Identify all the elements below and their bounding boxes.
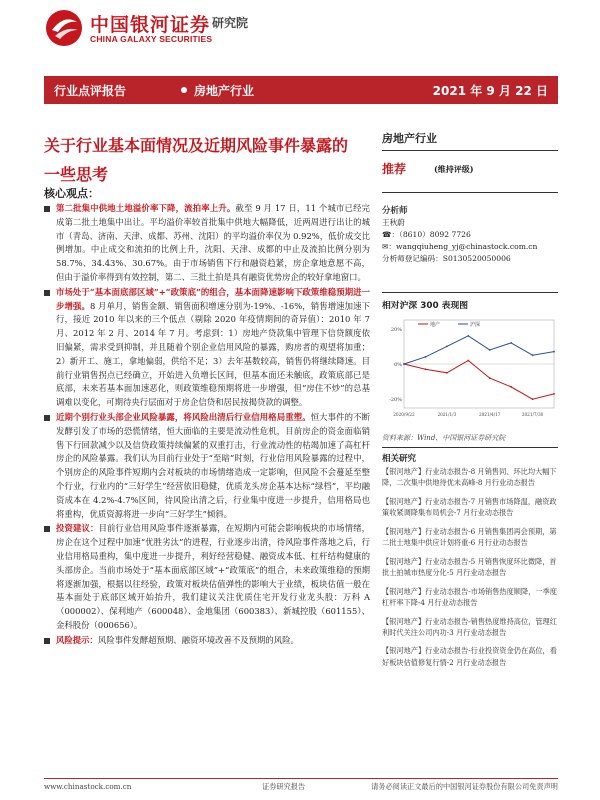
analyst-cert: 分析师登记编码：S0130520050006 — [382, 254, 511, 263]
sidebar-divider — [382, 192, 558, 193]
brand-logo — [44, 8, 344, 48]
series-point-0 — [510, 386, 512, 388]
sidebar-divider — [382, 447, 558, 448]
paragraph-land-supply — [44, 202, 370, 285]
title-line-1: 关于行业基本面情况及近期风险事件暴露的 — [44, 136, 349, 155]
relative-performance-chart — [382, 314, 558, 430]
x-tick-label: 2020/9/22 — [393, 412, 415, 417]
paragraph-lead: 风险提示： — [56, 634, 98, 645]
paragraph-text: 截至 9 月 17 日，11 个城市已经完成第二批土地集中出让。平均溢价率较首批集中供地大幅降低，近两周进行出让的城市（青岛、济南、天津、成都、苏州、沈阳）的平均溢价率仅为 0.92%，低价成交比例增加。中止成交和流拍的比例上升，沈阳、天津、成都的中止及流拍比例分别为 58.7%、34.43%、30.67%。由于市场销售下行和融资趋紧，房企拿地意愿不高，但由于溢价率得到有效控制，第二、三批土拍是具有融资优势房企的较好拿地窗口。 — [56, 203, 371, 282]
related-research-title: 相关研究 — [382, 454, 417, 464]
bullet-icon — [44, 415, 50, 421]
brand-name-en: CHINA GALAXY SECURITIES — [90, 34, 213, 44]
series-point-1 — [489, 349, 491, 351]
footer-divider — [44, 778, 558, 779]
related-research-item[interactable]: 【银河地产】行业动态报告-7 月销售市场降温，融资政策收紧调降集布局机会-7 月行业动态报告 — [382, 496, 557, 518]
footer-disclaimer: 请务必阅读正文最后的中国银河证券股份有限公司免责声明 — [371, 782, 558, 791]
series-point-0 — [532, 398, 534, 400]
footer-center: 证券研究报告 — [262, 782, 306, 791]
series-point-1 — [467, 335, 469, 337]
series-point-0 — [425, 368, 427, 370]
related-research-item[interactable]: 【银河地产】行业动态报告-市场销售热度顺降，一季度杠杆率下降-4 月行业动态报告 — [382, 586, 557, 607]
paragraph-policy-bottom — [44, 286, 370, 410]
related-research-list — [382, 466, 558, 675]
x-tick-label: 2021/7/30 — [521, 412, 544, 417]
recommendation-label: 推荐 — [382, 162, 407, 176]
bullet-icon — [44, 638, 50, 644]
related-research-item[interactable]: 【银河地产】行业动态报告-6 月销售集团再会预期，第二批土地集中供应计划将重-6 月行业动态报告 — [382, 526, 557, 548]
paragraph-lead: 近期个别行业头部企业风险暴露，将风险出清后行业信用格局重塑。 — [56, 411, 311, 422]
paragraph-lead: 第二批集中供地土地溢价率下降，流拍率上升。 — [56, 203, 236, 213]
related-research-item[interactable]: 【银河地产】行业动态报告-行业投资资金仍在高位，看好板块估值修复行情-2 月行业动态报告 — [382, 646, 557, 667]
series-point-1 — [553, 351, 555, 353]
legend-label: 地产 — [430, 322, 441, 328]
bullet-icon — [44, 526, 50, 532]
sidebar-divider — [382, 150, 558, 151]
series-point-0 — [553, 393, 555, 395]
series-line-1 — [404, 336, 554, 364]
x-tick-label: 2021/1/3 — [437, 412, 457, 417]
paragraph-text: 目前行业信用风险事件逐渐暴露，在短期内可能会影响板块的市场情绪，房企在这个过程中加速“优胜劣汰”的进程，行业逐步出清，待风险事件落地之后，行业信用格局重构，集中度进一步提升，利好经营稳健、融资成本低、杠杆结构健康的头部房企。当前市场处于“基本面底部区域”+“政策底”的组合，未来政策维稳的预期将逐渐加强，根据以往经验，政策对板块估值弹性的影响大于业绩，板块估值一般在基本面处于底部区域开始抬升，我们建议关注优质住宅开发行业龙头股：万科 A（000002）、保利地产（600048）、金地集团（600383）、新城控股（601155）、金科股份（000656）。 — [56, 523, 371, 630]
paragraph-text: 8 月单月，销售金额、销售面积增速分别为-19%、-16%，销售增速加速下行，接近 2010 年以来的三个低点（剔除 2020 年疫情期间的奇异值）：2010 年 7 月、2012 年 2 月、2014 年 7 月。考虑到：1）房地产贷款集中管理下信贷额度依旧偏紧，需求受到抑制，并且随着个别企业信用风险的暴露，购房者的观望将加重；2）新开工、施工，拿地偏弱，供给不足；3）去年基数较高，销售仍将继续降速。目前行业销售拐点已经确立，开始进入负增长区间，但基本面还未触底，政策底部已是底部，未来若基本面加速恶化，则政策维稳预期将进一步增强，但“房住不炒”的总基调难以变化，可期待央行层面对于房企信贷和居民按揭贷款的调整。 — [56, 300, 371, 408]
paragraph-credit-risk — [44, 411, 370, 521]
report-banner — [44, 76, 558, 104]
series-point-1 — [446, 346, 448, 348]
analyst-phone: ☎：（8610）8092 7726 — [382, 230, 471, 239]
analyst-email: ✉：wangqiuheng_yj@chinastock.com.cn — [382, 242, 538, 251]
paragraph-lead: 市场处于“基本面底部区域”+“政策底”的组合，基本面降速影响下政策维稳预期进一步增强。 — [56, 286, 370, 311]
series-point-1 — [510, 342, 512, 344]
series-point-0 — [489, 377, 491, 379]
analyst-name: 王秋蔚 — [382, 218, 405, 227]
industry-label: 房地产行业 — [194, 84, 255, 98]
series-point-1 — [425, 356, 427, 358]
legend-label: 沪深 — [470, 322, 481, 328]
series-point-0 — [467, 360, 469, 362]
report-title — [44, 131, 374, 189]
brand-name-cn: 中国银河证券 — [90, 14, 211, 36]
chart-title: 相对沪深 300 表现图 — [382, 301, 469, 311]
rating-label: (维持评级) — [434, 164, 474, 174]
sidebar-divider — [382, 292, 558, 293]
paragraph-investment-advice — [44, 522, 370, 632]
chart-source: 资料来源：Wind、中国银河证券研究院 — [382, 434, 506, 442]
series-point-1 — [532, 354, 534, 356]
series-line-0 — [404, 360, 554, 399]
x-tick-label: 2021/4/17 — [478, 412, 501, 417]
y-tick-label: -20% — [389, 397, 402, 404]
paragraph-text: 风险事件发酵超预期、融资环境改善不及预期的风险。 — [97, 634, 299, 645]
series-point-0 — [446, 372, 448, 374]
bullet-icon — [44, 206, 50, 212]
paragraph-risk-warning — [44, 634, 370, 648]
series-point-1 — [403, 363, 405, 365]
banner-dot — [181, 87, 187, 93]
paragraph-text: 恒大事件的不断发酵引发了市场的恐慌情绪，恒大面临的主要是流动性危机，目前房企的资金面临销售下行回款减少以及信贷政策持续偏紧的双重打击，行业流动性的枯竭加速了高杠杆房企的风险暴露。我们认为目前行业处于“至暗”时刻，行业信用风险暴露的过程中，个别房企的风险事件短期内会对板块的市场情绪造成一定影响，但风险不会蔓延至整个行业，行业内的“三好学生”经营依旧稳健，优质龙头房企基本达标“绿档”，平均融资成本在 4.2%-4.7%区间，待风险出清之后，行业集中度进一步提升，信用格局也将重构，优质资源将进一步向“三好学生”倾斜。 — [56, 411, 370, 519]
related-research-item[interactable]: 【银河地产】行业动态报告-销售热度维持高位，管理红利时代关注公司内功-3 月行业动态报告 — [382, 616, 557, 637]
related-research-item[interactable]: 【银河地产】行业动态报告-5 月销售恢度环比微降，首批土拍城市热度分化-5 月行业动态报告 — [382, 556, 557, 577]
galaxy-logo-icon — [44, 8, 84, 48]
y-tick-label: 20% — [390, 326, 402, 333]
report-date: 2021 年 9 月 22 日 — [432, 84, 548, 98]
analyst-block — [382, 205, 558, 265]
report-type: 行业点评报告 — [54, 84, 127, 98]
paragraph-lead: 投资建议： — [56, 523, 99, 534]
main-body — [44, 202, 370, 649]
related-research-item[interactable]: 【银河地产】行业动态报告-8 月销售同、环比均大幅下降，二次集中供地待优未高峰-8 月行业动态报告 — [382, 467, 557, 488]
institute-label: 研究院 — [212, 16, 249, 30]
y-tick-label: 0% — [394, 362, 402, 368]
sidebar-industry: 房地产行业 — [382, 132, 437, 145]
title-line-2: 一些思考 — [44, 165, 109, 184]
footer-website[interactable]: www.chinastock.com.cn — [44, 782, 132, 791]
core-view-label: 核心观点： — [44, 187, 99, 200]
analyst-label: 分析师 — [382, 206, 408, 216]
sidebar — [382, 130, 558, 176]
bullet-icon — [44, 290, 50, 296]
